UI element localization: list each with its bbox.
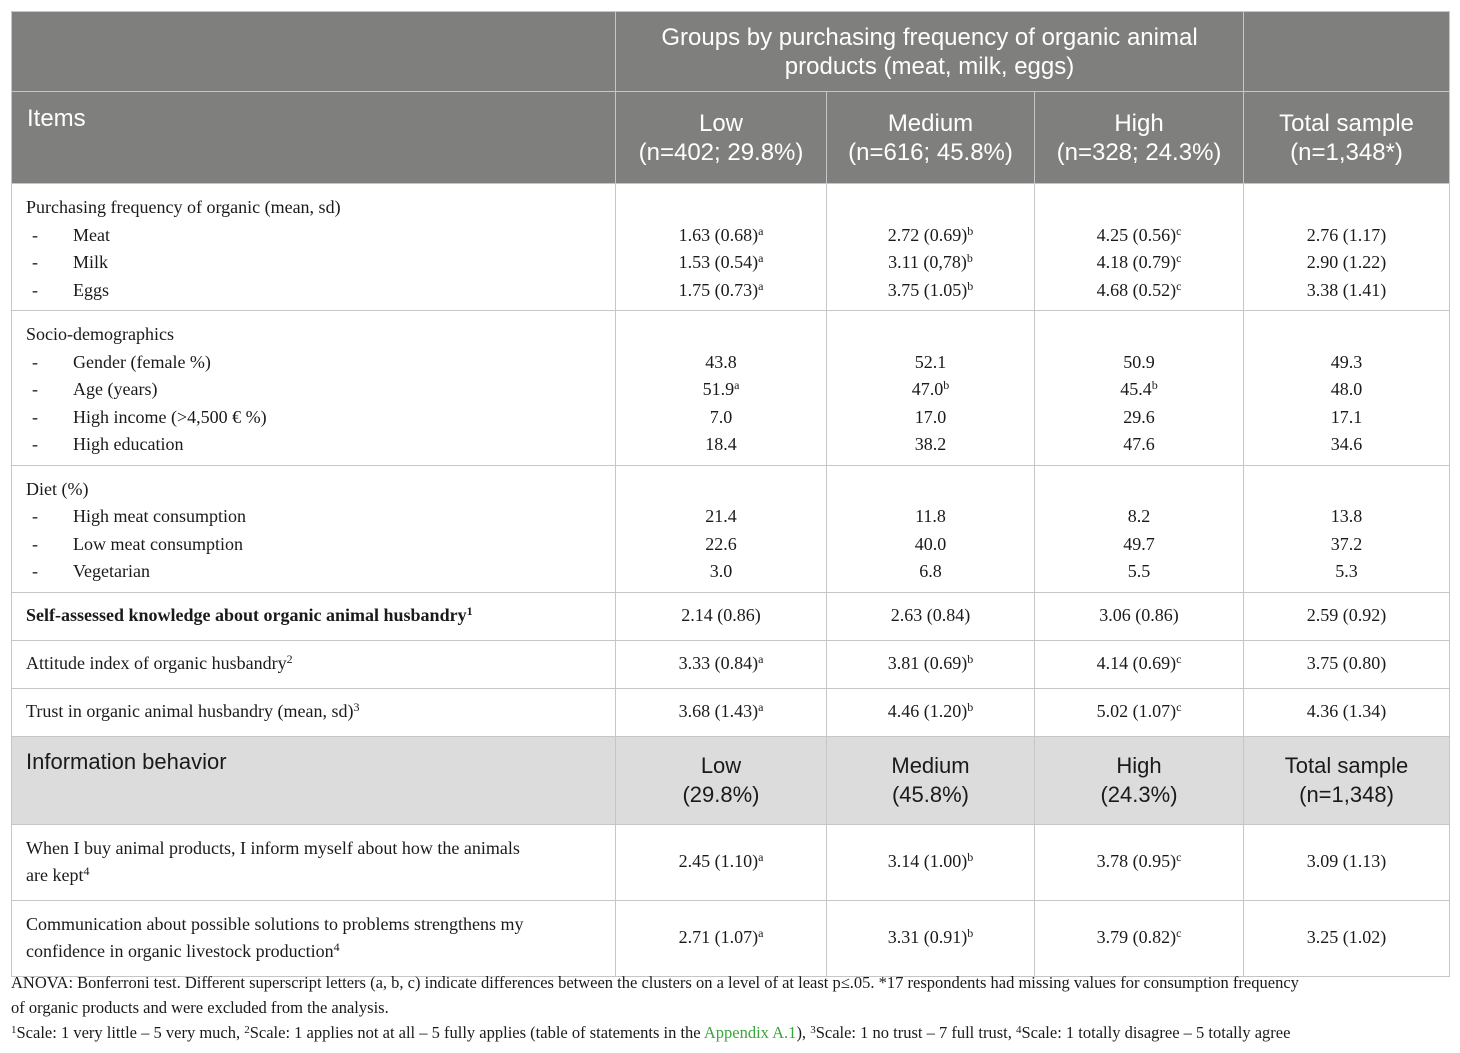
cell-value: 4.25 $(0.56)^c$ bbox=[1096, 223, 1182, 245]
cell-value: 1.53 $(0.54)^a$ bbox=[678, 251, 764, 272]
header-col-low bbox=[616, 92, 827, 184]
header-col-total bbox=[1244, 92, 1450, 184]
section-diet bbox=[12, 465, 1450, 592]
header-empty-cell-right bbox=[1244, 12, 1450, 92]
info-header-medium: Medium (45.8%) bbox=[827, 736, 1035, 824]
cell-value: 3.79 $(0.82)^c$ bbox=[1035, 900, 1244, 976]
cell-value: 47.0$^b$ bbox=[911, 378, 950, 399]
row-label: - High education bbox=[32, 434, 184, 454]
col-low-values bbox=[616, 184, 827, 311]
section-diet-labels bbox=[12, 465, 616, 592]
footnote-anova: ANOVA: Bonferroni test. Different superscript letters (a, b, c) indicate differences between the clusters on a level of at least p≤.05. *17 respondents had missing values for consumption frequency of organic products and were excluded from the analysis. bbox=[11, 973, 1299, 1017]
info-header-high: High (24.3%) bbox=[1035, 736, 1244, 824]
row-inform-label: When I buy animal products, I inform myself about how the animals are kept$^4$ bbox=[12, 824, 616, 900]
cell-value: 45.4$^b$ bbox=[1120, 378, 1158, 399]
cell-value: 3.25 (1.02) bbox=[1244, 900, 1450, 976]
row-label: - Vegetarian bbox=[32, 561, 150, 581]
header-col-medium-name: Medium bbox=[887, 109, 974, 137]
header-row-information-behavior bbox=[12, 736, 1450, 824]
section-socio-demographics bbox=[12, 311, 1450, 466]
cell-value: 2.59 (0.92) bbox=[1244, 592, 1450, 640]
cell-value: 49.3 bbox=[1330, 351, 1363, 372]
appendix-link[interactable]: Appendix A.1 bbox=[703, 1023, 797, 1042]
col-low-values bbox=[616, 311, 827, 466]
cell-value: 4.14 $(0.69)^c$ bbox=[1035, 640, 1244, 688]
row-label: - Meat bbox=[32, 224, 110, 245]
row-inform bbox=[12, 824, 1450, 900]
cell-value: 4.46 $(1.20)^b$ bbox=[827, 688, 1035, 736]
cluster-comparison-table bbox=[11, 11, 1450, 977]
cell-value: 4.68 $(0.52)^c$ bbox=[1096, 278, 1182, 300]
row-label: - Age (years) bbox=[32, 379, 158, 399]
header-row-groups bbox=[12, 12, 1450, 92]
cell-value: 3.14 $(1.00)^b$ bbox=[827, 824, 1035, 900]
cell-value: 13.8 bbox=[1330, 506, 1363, 526]
cell-value: 3.75 (0.80) bbox=[1244, 640, 1450, 688]
section-socio-labels bbox=[12, 311, 616, 466]
cell-value: 6.8 bbox=[919, 561, 942, 581]
cell-value: 3.06 (0.86) bbox=[1035, 592, 1244, 640]
cell-value: 3.31 $(0.91)^b$ bbox=[827, 900, 1035, 976]
cell-value: 18.4 bbox=[705, 434, 737, 454]
cell-value: 17.0 bbox=[914, 406, 947, 427]
header-col-high-name: High bbox=[1114, 109, 1164, 137]
row-label: - Eggs bbox=[32, 279, 109, 300]
header-group-title: Groups by purchasing frequency of organic animal products (meat, milk, eggs) bbox=[616, 12, 1244, 92]
cell-value: 2.90 (1.22) bbox=[1306, 252, 1387, 272]
header-col-high bbox=[1035, 92, 1244, 184]
cell-value: 3.33 $(0.84)^a$ bbox=[616, 640, 827, 688]
row-knowledge bbox=[12, 592, 1450, 640]
header-items: Items bbox=[12, 92, 616, 184]
cell-value: 1.75 $(0.73)^a$ bbox=[678, 278, 764, 300]
row-trust bbox=[12, 688, 1450, 736]
cell-value: 3.81 $(0.69)^b$ bbox=[827, 640, 1035, 688]
cell-value: 3.75 $(1.05)^b$ bbox=[887, 278, 974, 300]
footnote-scales: $^1$Scale: 1 very little – 5 very much, $^2$Scale: 1 applies not at all – 5 fully applies (table of statements in the Appendix A.1), $^3$Scale: 1 no trust – 7 full trust, $^4$Scale: 1 totally disagree – 5 totally agree bbox=[11, 1023, 1291, 1042]
row-attitude-label: Attitude index of organic husbandry$^2$ bbox=[12, 640, 616, 688]
col-medium-values bbox=[827, 311, 1035, 466]
header-col-medium bbox=[827, 92, 1035, 184]
results-table-container bbox=[11, 11, 1449, 977]
col-medium-values bbox=[827, 465, 1035, 592]
cell-value: 3.0 bbox=[709, 561, 733, 581]
col-total-values bbox=[1244, 184, 1450, 311]
row-trust-label: Trust in organic animal husbandry (mean, sd)$^3$ bbox=[12, 688, 616, 736]
cell-value: 47.6 bbox=[1123, 434, 1155, 454]
header-col-total-n: (n=1,348*) bbox=[1290, 138, 1403, 166]
cell-value: 5.02 $(1.07)^c$ bbox=[1035, 688, 1244, 736]
header-empty-cell bbox=[12, 12, 616, 92]
cell-value: 1.63 $(0.68)^a$ bbox=[678, 223, 764, 245]
cell-value: 43.8 bbox=[705, 351, 737, 372]
cell-value: 7.0 bbox=[709, 406, 733, 427]
col-high-values bbox=[1035, 311, 1244, 466]
table-footnote bbox=[11, 970, 1451, 1045]
cell-value: 3.68 $(1.43)^a$ bbox=[616, 688, 827, 736]
row-label: - High meat consumption bbox=[32, 506, 246, 526]
cell-value: 2.63 (0.84) bbox=[827, 592, 1035, 640]
cell-value: 17.1 bbox=[1330, 406, 1363, 427]
row-knowledge-label: Self-assessed knowledge about organic animal husbandry$^1$ bbox=[12, 592, 616, 640]
cell-value: 4.36 (1.34) bbox=[1244, 688, 1450, 736]
section-title: Diet (%) bbox=[26, 478, 89, 499]
info-header-total: Total sample (n=1,348) bbox=[1244, 736, 1450, 824]
col-total-values bbox=[1244, 311, 1450, 466]
info-header-label: Information behavior bbox=[12, 736, 616, 824]
cell-value: 2.14 (0.86) bbox=[616, 592, 827, 640]
section-title: Socio-demographics bbox=[26, 324, 174, 344]
cell-value: 52.1 bbox=[914, 351, 947, 372]
header-row-columns bbox=[12, 92, 1450, 184]
row-communication bbox=[12, 900, 1450, 976]
cell-value: 51.9$^a$ bbox=[702, 378, 740, 399]
cell-value: 2.45 $(1.10)^a$ bbox=[616, 824, 827, 900]
col-total-values bbox=[1244, 465, 1450, 592]
row-attitude bbox=[12, 640, 1450, 688]
cell-value: 2.72 $(0.69)^b$ bbox=[887, 223, 974, 245]
cell-value: 3.38 (1.41) bbox=[1306, 279, 1387, 300]
section-purchasing bbox=[12, 184, 1450, 311]
header-col-medium-n: (n=616; 45.8%) bbox=[848, 138, 1013, 166]
cell-value: 11.8 bbox=[915, 506, 946, 526]
cell-value: 29.6 bbox=[1123, 406, 1155, 427]
cell-value: 3.78 $(0.95)^c$ bbox=[1035, 824, 1244, 900]
header-col-low-n: (n=402; 29.8%) bbox=[638, 138, 804, 166]
cell-value: 34.6 bbox=[1330, 434, 1363, 454]
cell-value: 50.9 bbox=[1123, 351, 1155, 372]
cell-value: 22.6 bbox=[705, 533, 737, 554]
row-communication-label: Communication about possible solutions to problems strengthens my confidence in organic livestock production$^4$ bbox=[12, 900, 616, 976]
cell-value: 49.7 bbox=[1123, 533, 1155, 554]
section-title: Purchasing frequency of organic (mean, sd) bbox=[26, 197, 341, 217]
cell-value: 2.76 (1.17) bbox=[1306, 224, 1387, 245]
cell-value: 3.09 (1.13) bbox=[1244, 824, 1450, 900]
section-purchasing-labels bbox=[12, 184, 616, 311]
cell-value: 40.0 bbox=[914, 533, 947, 554]
row-label: - Gender (female %) bbox=[32, 351, 211, 372]
row-label: - Low meat consumption bbox=[32, 533, 243, 554]
row-label: - High income (>4,500 € %) bbox=[32, 406, 267, 427]
cell-value: 3.11 $(0,78)^b$ bbox=[888, 251, 973, 272]
header-col-high-n: (n=328; 24.3%) bbox=[1056, 138, 1222, 166]
cell-value: 21.4 bbox=[705, 506, 737, 526]
row-label: - Milk bbox=[32, 252, 109, 272]
col-medium-values bbox=[827, 184, 1035, 311]
header-col-low-name: Low bbox=[698, 109, 744, 137]
cell-value: 2.71 $(1.07)^a$ bbox=[616, 900, 827, 976]
col-low-values bbox=[616, 465, 827, 592]
col-high-values bbox=[1035, 184, 1244, 311]
cell-value: 37.2 bbox=[1330, 533, 1363, 554]
cell-value: 5.5 bbox=[1127, 561, 1151, 581]
cell-value: 8.2 bbox=[1127, 506, 1151, 526]
info-header-low: Low (29.8%) bbox=[616, 736, 827, 824]
cell-value: 48.0 bbox=[1330, 379, 1363, 399]
cell-value: 5.3 bbox=[1335, 561, 1358, 581]
col-high-values bbox=[1035, 465, 1244, 592]
cell-value: 38.2 bbox=[914, 434, 947, 454]
cell-value: 4.18 $(0.79)^c$ bbox=[1096, 251, 1182, 272]
header-col-total-name: Total sample bbox=[1279, 109, 1414, 137]
